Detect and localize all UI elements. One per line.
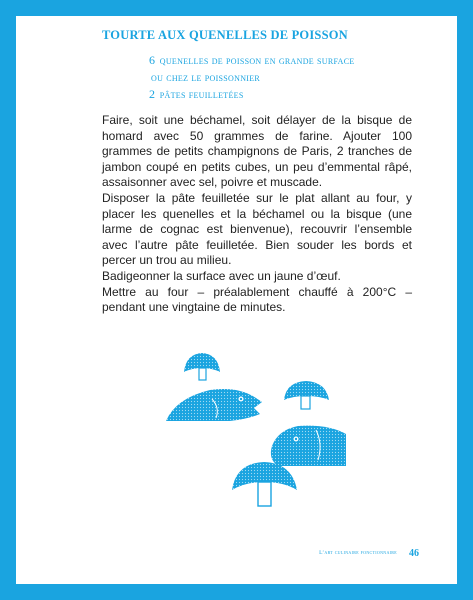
recipe-title: TOURTE AUX QUENELLES DE POISSON [102, 28, 348, 42]
content-column [102, 28, 412, 316]
page-footer [319, 544, 419, 562]
fish-icon [166, 389, 262, 421]
ingredient-quantity: 2 [149, 87, 155, 101]
mushroom-icon [232, 462, 297, 506]
instruction-paragraph: Faire, soit une béchamel, soit délayer de la bisque de homard avec 50 grammes de farine. Ajouter 100 grammes de petits champignons de Paris, 2 tranches de jambon coupé en petits cubes, un peu d’emmental râpé, assaisonner avec sel, poivre et muscade. [102, 113, 412, 190]
footer-caption: L’art culinaire fonctionnaire [319, 550, 397, 557]
ingredient-quantity: 6 [149, 53, 155, 67]
ingredient-item [149, 52, 412, 69]
ingredient-text: pâtes feuilletées [159, 89, 244, 101]
ingredient-item [149, 69, 412, 86]
instruction-paragraph: Disposer la pâte feuilletée sur le plat allant au four, y placer les quenelles et la béchamel ou la bisque (une larme de cognac est bienvenue), recouvrir l’ensemble avec l’autre pâte feuilletée. Bien souder les bords et percer un trou au milieu. [102, 190, 412, 268]
instruction-paragraph: Badigeonner la surface avec un jaune d’œuf. [102, 268, 341, 283]
ingredient-text: ou chez le poissonnier [151, 72, 261, 84]
instruction-paragraph: Mettre au four – préalablement chauffé à 200°C – pendant une vingtaine de minutes. [102, 284, 412, 315]
ingredient-list [149, 52, 412, 103]
mushroom-icon [184, 353, 220, 380]
fish-icon [271, 426, 346, 466]
ingredient-text: quenelles de poisson en grande surface [159, 55, 355, 67]
recipe-instructions [102, 113, 412, 316]
mushroom-icon [284, 381, 329, 409]
ingredient-item [149, 86, 412, 103]
page-number: 46 [409, 547, 419, 559]
